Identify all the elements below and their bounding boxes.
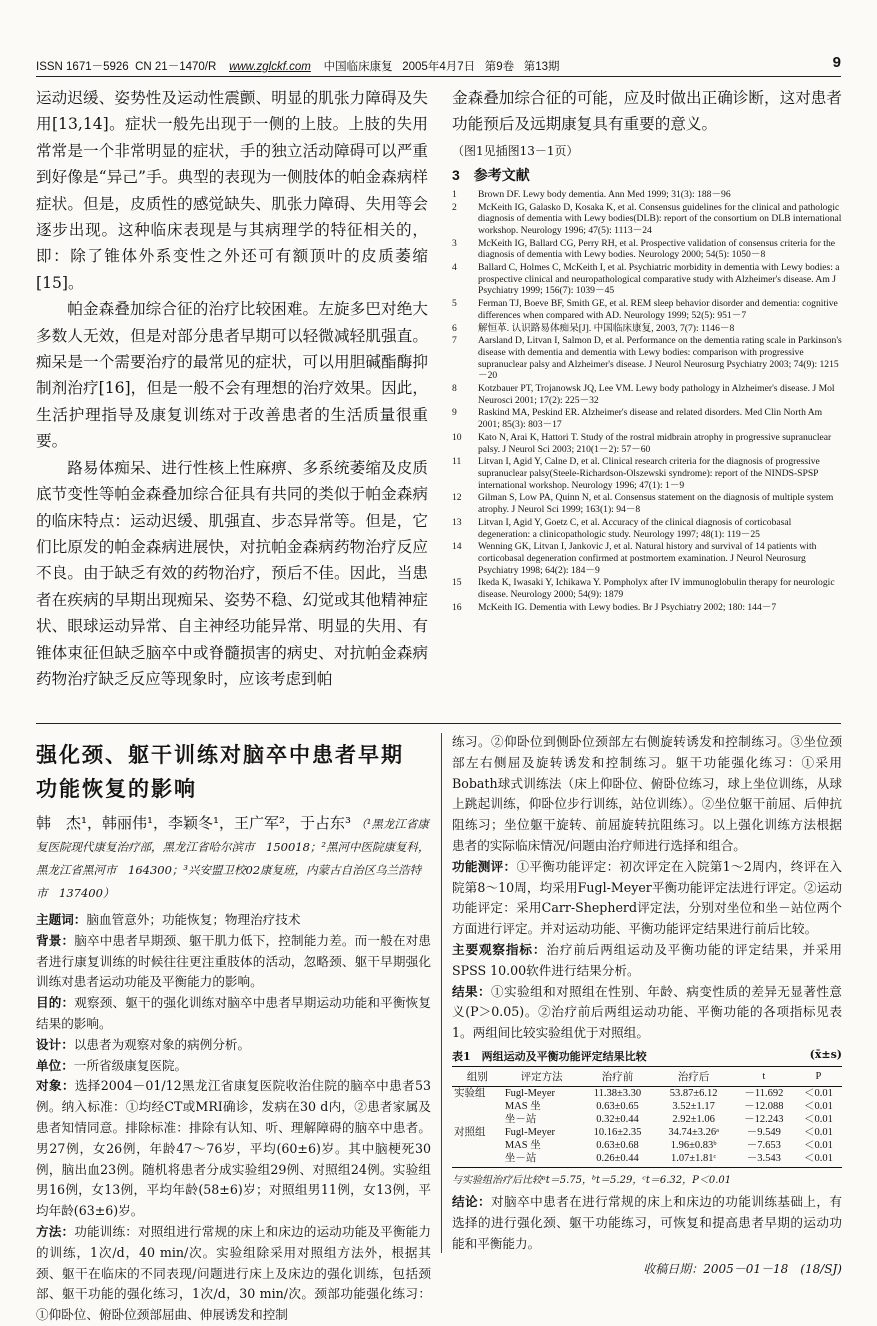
reference-item: [452, 517, 842, 540]
objective-text: 观察颈、躯干的强化训练对脑卒中患者早期运动功能和平衡恢复结果的影响。: [36, 995, 432, 1031]
table-row: [452, 1086, 842, 1100]
table-cell: －7.653: [746, 1139, 781, 1151]
table-cell: －12.243: [744, 1113, 784, 1125]
evaluation-text: ①平衡功能评定：初次评定在入院第1～2周内，终评在入院第8～10周，均采用Fugl-Meyer平衡功能评定法进行评定。②运动功能评定：采用Carr-Shepherd评定法，分别对坐位和坐－站位两个方面进行评定。并对运动功能、平衡功能评定结果进行前后比较。: [452, 858, 843, 937]
reference-item: [452, 323, 842, 335]
header-rule: [36, 76, 841, 77]
table-cell: 坐－站: [503, 1152, 581, 1168]
design-text: 以患者为观察对象的病例分析。: [73, 1036, 251, 1052]
outcome-text: 治疗前后两组运动及平衡功能的评定结果，并采用SPSS 10.00软件进行结果分析。: [452, 941, 843, 978]
table-row: [452, 1152, 842, 1168]
reference-number: 16: [452, 601, 462, 613]
reference-text: McKeith IG, Ballard CG, Perry RH, et al. Prospective validation of consensus criteria for the diagnosis of dementia with Lewy bodies. Neurology 2000; 54(5): 1050－8: [478, 237, 836, 261]
paragraph: 金森叠加综合征的可能，应及时做出正确诊断，这对患者功能预后及远期康复具有重要的意义。: [452, 89, 842, 134]
abstract-right: [452, 732, 842, 1277]
reference-item: [452, 383, 842, 406]
issue-date: 2005年4月7日: [402, 61, 476, 73]
table-row: [452, 1113, 842, 1126]
table-cell: 0.32±0.44: [596, 1113, 639, 1125]
reference-number: 11: [452, 456, 462, 468]
table-cell: 1.07±1.81ᶜ: [655, 1152, 733, 1168]
reference-item: [452, 577, 842, 600]
abstract-left: [36, 910, 431, 1326]
table-header-cell: P: [795, 1066, 842, 1086]
table-cell: MAS 坐: [504, 1100, 541, 1112]
reference-item: [452, 492, 842, 515]
reference-number: 3: [452, 237, 457, 249]
table-cell: ＜0.01: [804, 1113, 833, 1125]
table-cell: [452, 1139, 503, 1152]
reference-number: 8: [452, 383, 457, 395]
label: 背景：: [36, 932, 75, 948]
reference-text: Ballard C, Holmes C, McKeith I, et al. Psychiatric morbidity in dementia with Lewy bodies: a prospective clinical and neuropathological comparative study with Alzheimer's disease. Am J Psychiatry 1999; 156(7): 1039－45: [478, 262, 840, 297]
reference-text: Kato N, Arai K, Hattori T. Study of the rostral midbrain atrophy in progressive supranuclear palsy. J Neurol Sci 2003; 210(1－2): 57－60: [478, 431, 832, 455]
table-cell: ＜0.01: [804, 1126, 833, 1138]
reference-item: [452, 262, 842, 297]
table-cell: [452, 1100, 503, 1113]
table-cell: 坐－站: [504, 1113, 537, 1125]
reference-number: 4: [452, 262, 457, 274]
table-cell: ＜0.01: [804, 1139, 833, 1151]
table-cell: 11.38±3.30: [593, 1087, 642, 1099]
table-header-cell: t: [733, 1066, 795, 1086]
paragraph: 运动迟缓、姿势性及运动性震颤、明显的肌张力障碍及失用[13,14]。症状一般先出现于一侧的上肢。上肢的失用常常是一个非常明显的症状，手的独立活动障碍可以严重到好像是“异己”手。典型的表现为一侧肢体的帕金森病样症状。但是，皮质性的感觉缺失、肌张力障碍、失用等会逐步出现。这种临床表现是与其病理学的特征相关的，即：除了锥体外系变性之外还可有额顶叶的皮质萎缩[15]。: [36, 89, 428, 292]
table-header-cell: 治疗前: [580, 1066, 654, 1086]
reference-number: 1: [452, 188, 457, 200]
table-header-cell: 组别: [452, 1066, 503, 1086]
table-caption: [452, 1048, 842, 1064]
reference-text: Gilman S, Low PA, Quinn N, et al. Consensus statement on the diagnosis of multiple system atrophy. J Neurol Sci 1999; 163(1): 94－8: [478, 492, 834, 516]
reference-item: [452, 407, 842, 430]
title-line: 强化颈、躯干训练对脑卒中患者早期: [36, 742, 404, 767]
table-cell: 0.63±0.65: [596, 1100, 639, 1112]
label: 目的：: [36, 995, 75, 1011]
reference-item: [452, 602, 842, 614]
subjects-text: 选择2004－01/12黑龙江省康复医院收治住院的脑卒中患者53例。纳入标准：①均经CT或MRI确诊，发病在30 d内，②患者家属及患者知情同意。排除标准：排除有认知、听、理解障碍的脑卒中患者。男27例，女26例，年龄47～76岁，平均(60±6)岁。其中脑梗死30例，脑出血23例。随机将患者分成实验组29例、对照组24例。实验组男16例，女13例，平均年龄(58±6)岁；对照组男11例，女13例，平均年龄(63±6)岁。: [36, 1078, 431, 1219]
page-number: 9: [832, 54, 841, 71]
reference-item: [452, 298, 842, 321]
figure-note: （图1见插图13－1页）: [452, 143, 579, 158]
references-heading: 3 参考文献: [452, 166, 530, 183]
unit-text: 一所省级康复医院。: [73, 1057, 188, 1073]
table-cell: MAS 坐: [504, 1139, 541, 1151]
label: 主要观察指标：: [452, 941, 547, 957]
reference-item: [452, 202, 842, 237]
reference-item: [452, 432, 842, 455]
table-cell: 0.63±0.68: [596, 1139, 639, 1151]
label: 结论：: [452, 1193, 492, 1209]
label: 主题词：: [36, 912, 87, 927]
upper-left-column: [36, 85, 428, 692]
table-cell: 实验组: [454, 1087, 486, 1099]
reference-text: McKeith IG, Galasko D, Kosaka K, et al. Consensus guidelines for the clinical and pathologic diagnosis of dementia with Lewy bodies(DLB): report of the consortium on DLB international workshop. Neurology 1996; 47(5): 1113－24: [478, 201, 842, 236]
section-divider: [36, 723, 841, 724]
reference-item: [452, 335, 842, 382]
reference-number: 9: [452, 407, 457, 419]
table-cell: 34.74±3.26ᵃ: [668, 1126, 719, 1138]
issn: ISSN 1671－5926: [36, 61, 129, 73]
column-divider: [441, 733, 442, 1253]
label: 设计：: [36, 1036, 74, 1052]
reference-number: 13: [452, 516, 462, 528]
table-row: [452, 1100, 842, 1113]
keywords: 脑血管意外；功能恢复；物理治疗技术: [86, 912, 301, 927]
table-cell: 3.52±1.17: [672, 1100, 715, 1112]
table-cell: [452, 1113, 503, 1126]
reference-number: 7: [452, 335, 457, 347]
reference-item: [452, 541, 842, 576]
table-cell: 0.26±0.44: [580, 1152, 654, 1168]
reference-text: Litvan I, Agid Y, Calne D, et al. Clinical research criteria for the diagnosis of progressive supranuclear palsy(Steele-Richardson-Olszewski syndrome): report of the NINDS-SPSP international workshop. Neurology 1996; 47(1): 1－9: [478, 456, 820, 491]
label: 结果：: [452, 983, 492, 999]
table-cell: 2.92±1.06: [672, 1113, 715, 1125]
table-cell: －12.088: [744, 1100, 784, 1112]
table-unit: (x̄±s): [809, 1047, 842, 1061]
received-date: 收稿日期：2005－01－18 (18/SJ): [643, 1262, 842, 1277]
journal-name: 中国临床康复: [323, 61, 393, 73]
label: 单位：: [36, 1057, 74, 1073]
reference-number: 2: [452, 201, 457, 213]
table-header-cell: 治疗后: [655, 1066, 733, 1086]
reference-number: 6: [452, 322, 457, 334]
results-text: ①实验组和对照组在性别、年龄、病变性质的差异无显著性意义(P＞0.05)。②治疗前后两组运动功能、平衡功能的各项指标见表1。两组间比较实验组优于对照组。: [452, 983, 843, 1041]
reference-number: 5: [452, 298, 457, 310]
reference-text: Brown DF. Lewy body dementia. Ann Med 1999; 31(3): 188－96: [478, 188, 731, 200]
authors: 韩 杰¹，韩丽伟¹，李颖冬¹，王广军²，于占东³: [36, 814, 352, 832]
reference-item: [452, 456, 842, 491]
label: 对象：: [36, 1078, 75, 1094]
table-header-cell: 评定方法: [503, 1066, 581, 1086]
article-title: [36, 738, 431, 806]
table-cell: [452, 1152, 503, 1168]
table-note: 与实验组治疗后比较ᵃt＝5.75，ᵇt＝5.29，ᶜt＝6.32，P＜0.01: [452, 1174, 732, 1186]
table-cell: －3.543: [733, 1152, 795, 1168]
paragraph: 帕金森叠加综合征的治疗比较困难。左旋多巴对绝大多数人无效，但是对部分患者早期可以轻微减轻肌强直。痴呆是一个需要治疗的最常见的症状，可以用胆碱酯酶抑制剂治疗[16]，但是一般不会有理想的治疗效果。因此，生活护理指导及康复训练对于改善患者的生活质量很重要。: [36, 300, 428, 451]
reference-number: 14: [452, 541, 462, 553]
table-cell: 1.96±0.83ᵇ: [670, 1139, 717, 1151]
methods-text: 功能训练：对照组进行常规的床上和床边的运动功能及平衡能力的训练，1次/d，40 min/次。实验组除采用对照组方法外，根据其颈、躯干在临床的不同表现/问题进行床上及床边的强化训练，包括颈部、躯干功能的强化练习，1次/d，30 min/次。颈部功能强化练习：①仰卧位、俯卧位颈部屈曲、伸展诱发和控制: [36, 1223, 432, 1323]
reference-text: McKeith IG. Dementia with Lewy bodies. Br J Psychiatry 2002; 180: 144－7: [478, 601, 777, 613]
reference-text: Wenning GK, Litvan I, Jankovic J, et al. Natural history and survival of 14 patients with corticobasal degeneration confirmed at postmortem examination. J Neurol Neurosurg Psychiatry 1998; 64(2): 184－9: [478, 541, 817, 576]
reference-text: Litvan I, Agid Y, Goetz C, et al. Accuracy of the clinical diagnosis of corticobasal degeneration: a clinicopathologic study. Neurology 1997; 48(1): 119－25: [478, 516, 792, 540]
table-cell: ＜0.01: [795, 1152, 842, 1168]
table-cell: ＜0.01: [804, 1100, 833, 1112]
table-cell: Fugl-Meyer: [504, 1126, 555, 1138]
cn-number: CN 21－1470/R: [135, 61, 217, 73]
table-row: [452, 1126, 842, 1139]
table-row: [452, 1139, 842, 1152]
table-cell: 对照组: [454, 1126, 486, 1138]
reference-text: Kotzbauer PT, Trojanowsk JQ, Lee VM. Lewy body pathology in Alzheimer's disease. J Mol Neurosci 2001; 17(2): 225－32: [478, 383, 835, 406]
volume: 第9卷: [484, 61, 515, 73]
table-title: 表1 两组运动及平衡功能评定结果比较: [452, 1049, 647, 1063]
label: 方法：: [36, 1223, 75, 1239]
website-link[interactable]: www.zglckf.com: [229, 61, 311, 73]
paragraph: 路易体痴呆、进行性核上性麻痹、多系统萎缩及皮质底节变性等帕金森叠加综合征具有共同的类似于帕金森病的临床特点：运动迟缓、肌强直、步态异常等。但是，它们比原发的帕金森病进展快，对抗帕金森病药物治疗反应不良。由于缺乏有效的药物治疗，预后不佳。因此，当患者在疾病的早期出现痴呆、姿势不稳、幻觉或其他精神症状、眼球运动异常、自主神经功能异常、明显的失用、有锥体束征但缺乏脑卒中或脊髓损害的病史、对抗帕金森病药物治疗缺乏反应等现象时，应该考虑到帕: [36, 458, 428, 688]
conclusion-text: 对脑卒中患者在进行常规的床上和床边的功能训练基础上，有选择的进行强化颈、躯干功能练习，可恢复和提高患者早期的运动功能和平衡能力。: [452, 1193, 843, 1251]
label: 功能测评：: [452, 858, 517, 874]
table-cell: 10.16±2.35: [593, 1126, 642, 1138]
reference-text: Aarsland D, Litvan I, Salmon D, et al. Performance on the dementia rating scale in Parkinson's disease with dementia and dementia with Lewy bodies: comparison with progressive supranuclear palsy and Alzheimer's disease. J Neurol Neurosurg Psychiatry 2003; 74(9): 1215－20: [478, 335, 842, 382]
reference-text: Raskind MA, Peskind ER. Alzheimer's disease and related disorders. Med Clin North Am 2001; 85(3): 803－17: [478, 407, 823, 431]
table-cell: －9.549: [746, 1126, 781, 1138]
background-text: 脑卒中患者早期颈、躯干肌力低下，控制能力差。而一般在对患者进行康复训练的时候往往更注重肢体的活动，忽略颈、躯干早期强化训练对患者运动功能及平衡能力的影响。: [36, 932, 432, 990]
reference-number: 10: [452, 431, 462, 443]
reference-text: Ikeda K, Iwasaki Y, Ichikawa Y. Pompholyx after IV immunoglobulin therapy for neurologic disease. Neurology 2000; 54(9): 1879: [478, 577, 835, 601]
page-header: [36, 54, 841, 74]
results-table: [452, 1066, 842, 1168]
upper-right-column: [452, 85, 842, 614]
title-line: 功能恢复的影响: [36, 776, 197, 801]
author-block: [36, 812, 431, 905]
reference-text: Ferman TJ, Boeve BF, Smith GE, et al. REM sleep behavior disorder and dementia: cognitive differences when compared with AD. Neurology 1999; 52(5): 951－7: [478, 298, 838, 321]
reference-item: [452, 238, 842, 261]
reference-text: 解恒革. 认识路易体痴呆[J]. 中国临床康复, 2003, 7(7): 1146－8: [478, 322, 735, 334]
reference-list: [452, 189, 842, 614]
table-cell: 53.87±6.12: [669, 1087, 718, 1099]
table-cell: ＜0.01: [804, 1087, 833, 1099]
methods-continued: 练习。②仰卧位到侧卧位颈部左右侧旋转诱发和控制练习。③坐位颈部左右侧屈及旋转诱发和控制练习。躯干功能强化练习：①采用Bobath球式训练法（床上仰卧位、俯卧位练习，球上坐位训练，从球上跳起训练，仰卧位步行训练，站位训练）。②坐位躯干前屈、后伸抗阻练习；坐位躯干旋转、前屈旋转抗阻练习。以上强化训练方法根据患者的实际临床情况/问题由治疗师进行选择和组合。: [452, 734, 842, 853]
table-cell: －11.692: [744, 1087, 784, 1099]
table-cell: Fugl-Meyer: [504, 1087, 555, 1099]
reference-number: 15: [452, 577, 462, 589]
table-header-row: [452, 1066, 842, 1086]
reference-item: [452, 189, 842, 201]
reference-number: 12: [452, 492, 462, 504]
affiliation: （¹黑龙江省康复医院现代康复治疗部，黑龙江省哈尔滨市 150018；²黑河中医院康复科，黑龙江省黑河市 164300；³兴安盟卫校02康复班，内蒙古自治区乌兰浩特市 137400）: [36, 817, 430, 900]
issue: 第13期: [523, 61, 560, 73]
